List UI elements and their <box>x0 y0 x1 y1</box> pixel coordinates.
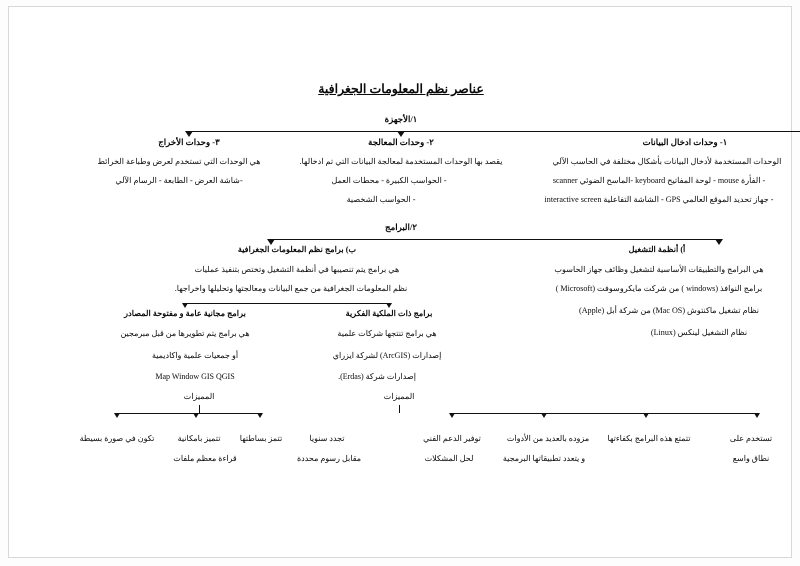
feature-proprietary-4-line-2: لحل المشكلات <box>424 454 474 463</box>
proprietary-line-3: إصدارات شركة (Erdas). <box>338 372 416 381</box>
features-proprietary-arrow-3 <box>643 413 649 418</box>
feature-open-source-3-line-2: قراءة معظم ملفات <box>173 454 237 463</box>
feature-open-source-4-line-1: تكون في صورة بسيطة <box>79 434 155 443</box>
output-units-line-2: -شاشة العرض - الطابعة - الرسام الآلي <box>115 176 243 185</box>
features-open-source-arrow-2 <box>193 413 199 418</box>
section-heading-hardware: ١/الأجهزة <box>384 114 418 124</box>
document-sheet <box>8 6 792 558</box>
gis-software-line-1: هي برامج يتم تنصيبها في أنظمة التشغيل وتختص بتنفيذ عمليات <box>194 265 400 274</box>
processing-units-line-2: - الحواسب الكبيرة - محطات العمل <box>331 176 447 185</box>
gis-software-line-2: نظم المعلومات الجغرافية من جمع البيانات ومعالجتها وتحليلها واخراجها. <box>174 284 408 293</box>
input-units-line-1: الوحدات المستخدمة لأدخال البيانات بأشكال مختلفة في الحاسب الآلي <box>552 157 782 166</box>
open-source-line-2: أو جمعيات علمية واكاديمية <box>151 351 239 360</box>
feature-open-source-1-line-2: مقابل رسوم محددة <box>296 454 362 463</box>
feature-proprietary-1-line-2: نطاق واسع <box>732 454 770 463</box>
branch-label-processing-units: ٢- وحدات المعالجة <box>368 137 434 147</box>
feature-proprietary-3-line-2: و يتعدد تطبيقاتها البرمجية <box>502 454 586 463</box>
branch-label-gis-software: ب) برامج نظم المعلومات الجغرافية <box>237 245 357 254</box>
open-source-line-1: هي برامج يتم تطويرها من قبل مبرمجين <box>120 329 250 338</box>
feature-proprietary-4-line-1: توفير الدعم الفني <box>423 434 481 443</box>
branch-label-output-units: ٣- وحدات الأخراج <box>158 137 220 147</box>
input-units-line-3: - جهاز تحديد الموقع العالمي GPS - الشاشة التفاعلية interactive screen <box>544 195 774 204</box>
features-open-source-arrow-1 <box>114 413 120 418</box>
features-proprietary-arrow-4 <box>754 413 760 418</box>
feature-proprietary-3-line-1: مزوده بالعديد من الأدوات <box>506 434 590 443</box>
features-proprietary-arrow-2 <box>541 413 547 418</box>
features-heading-proprietary: المميزات <box>383 392 415 401</box>
page-title: عناصر نظم المعلومات الجغرافية <box>318 82 484 96</box>
input-units-line-2: - الفأرة mouse - لوحة المفاتيح keyboard -الماسح الضوئي scanner <box>552 176 766 185</box>
hardware-connector-line <box>189 131 800 132</box>
features-open-source-arrow-3 <box>257 413 263 418</box>
features-open-source-connector-line <box>117 413 261 414</box>
features-open-source-stem <box>199 405 200 413</box>
feature-proprietary-1-line-1: تستخدم على <box>729 434 773 443</box>
features-proprietary-stem <box>399 405 400 413</box>
operating-systems-line-4: نظام التشغيل لينكس (Linux) <box>650 328 748 337</box>
gis-subbranch-arrow-proprietary <box>386 303 392 308</box>
subbranch-label-proprietary: برامج ذات الملكية الفكرية <box>345 309 433 318</box>
feature-proprietary-2-line-1: تتمتع هذه البرامج بكفاءتها <box>607 434 691 443</box>
proprietary-line-1: هي برامج تنتجها شركات علمية <box>337 329 437 338</box>
features-heading-open-source: المميزات <box>183 392 215 401</box>
features-proprietary-connector-line <box>452 413 757 414</box>
operating-systems-line-3: نظام تشغيل ماكنتوش (Mac OS) من شركة أبل (Apple) <box>579 306 759 315</box>
feature-open-source-3-line-1: تتميز بامكانية <box>177 434 221 443</box>
processing-units-line-1: يقصد بها الوحدات المستخدمة لمعالجة البيانات التي تم ادخالها. <box>299 157 503 166</box>
operating-systems-line-1: هي البرامج والتطبيقات الأساسية لتشغيل وظائف جهاز الحاسوب <box>554 265 764 274</box>
branch-label-operating-systems: أ) أنظمة التشغيل <box>628 245 686 254</box>
proprietary-line-2: إصدارات (ArcGIS) لشركة ايزراي <box>332 351 442 360</box>
software-arrow-os <box>715 239 723 245</box>
feature-open-source-1-line-1: تجدد سنويا <box>309 434 345 443</box>
open-source-line-3: Map Window GIS QGIS <box>155 372 235 381</box>
software-connector-line <box>271 239 719 240</box>
output-units-line-1: هي الوحدات التي تستخدم لعرض وطباعة الخرائط <box>97 157 261 166</box>
gis-subbranch-arrow-open-source <box>182 303 188 308</box>
processing-units-line-3: - الحواسب الشخصية <box>346 195 416 204</box>
gis-subbranch-connector-line <box>185 303 389 304</box>
section-heading-software: ٢/البرامج <box>385 222 417 232</box>
features-proprietary-arrow-1 <box>449 413 455 418</box>
branch-label-input-units: ١- وحدات ادخال البيانات <box>642 137 728 147</box>
subbranch-label-open-source: برامج مجانية عامة و مفتوحة المصادر <box>124 309 246 318</box>
operating-systems-line-2: برامج النوافذ (windows ) من شركت مايكروسوفت (Microsoft ) <box>555 284 763 293</box>
feature-open-source-2-line-1: تتمز بساطتها <box>239 434 283 443</box>
